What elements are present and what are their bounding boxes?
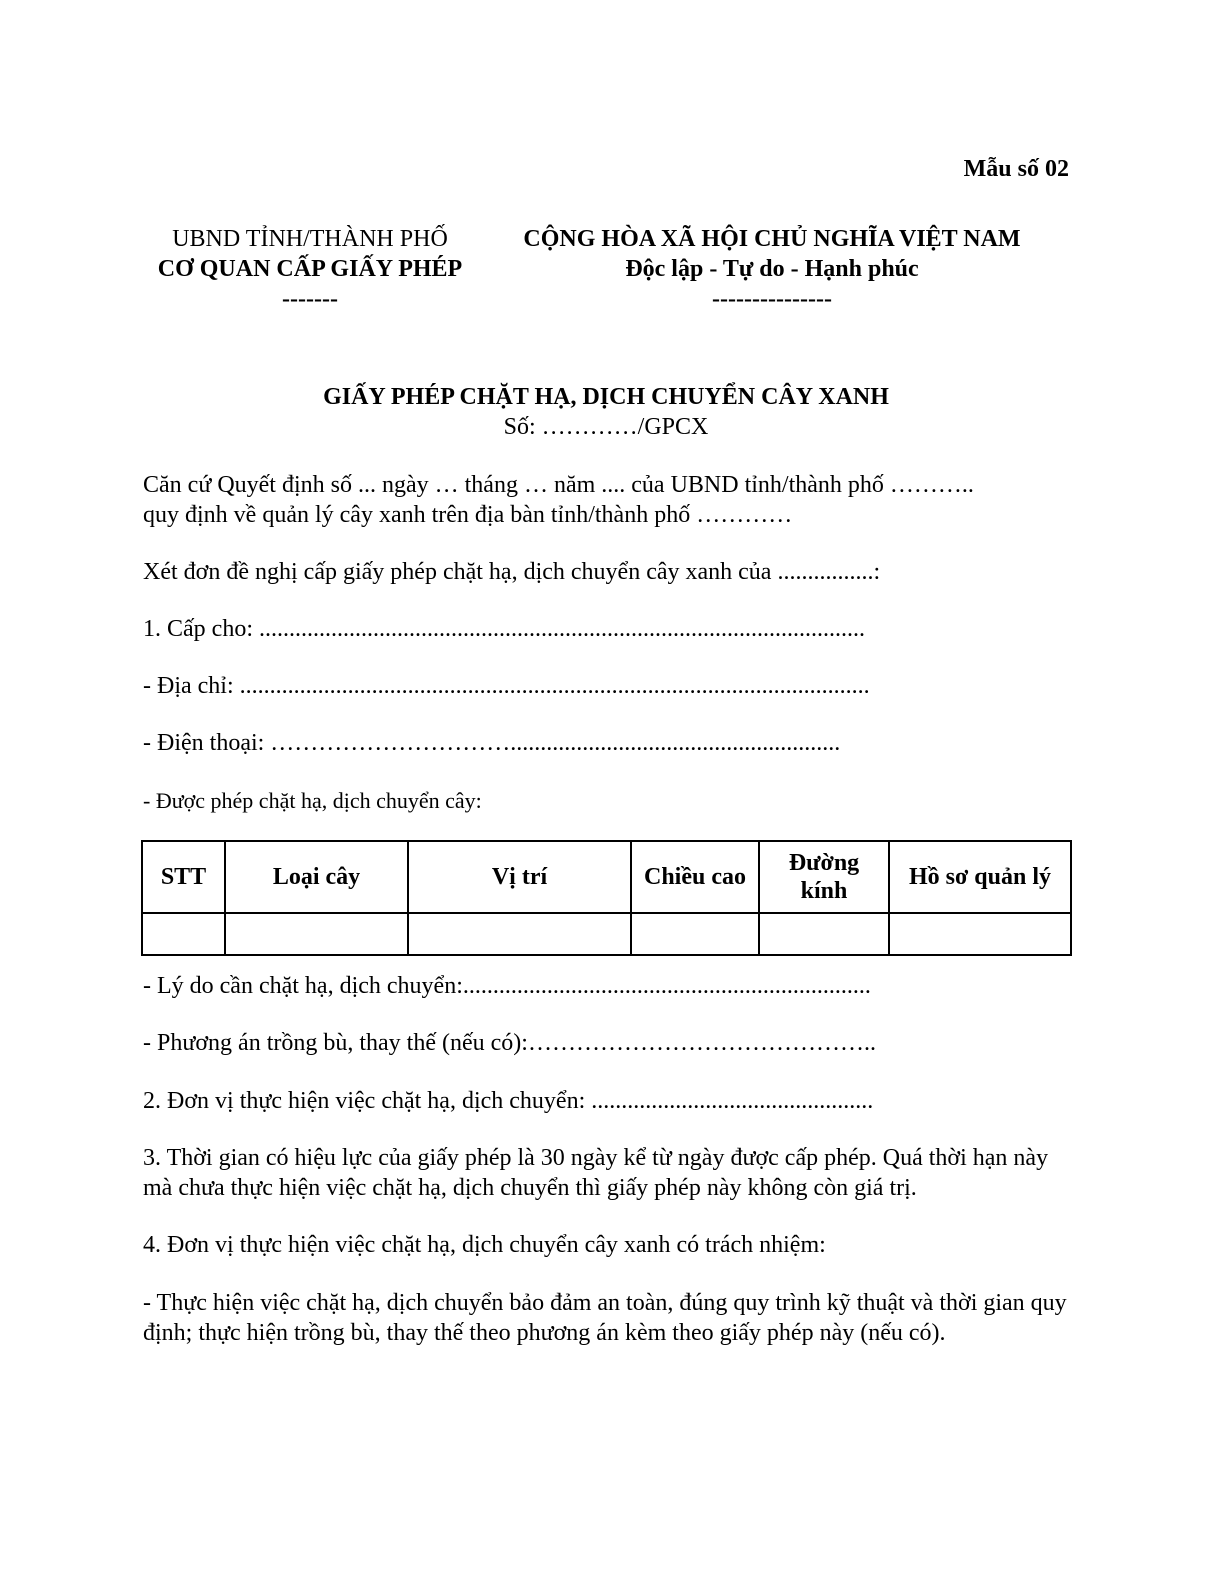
left-separator: ------- xyxy=(282,286,338,312)
basis-line-1: Căn cứ Quyết định số ... ngày … tháng … năm .... của UBND tỉnh/thành phố ……….. xyxy=(143,472,974,498)
right-separator: --------------- xyxy=(712,286,832,312)
permitted-line: - Được phép chặt hạ, dịch chuyển cây: xyxy=(143,788,482,813)
country-name: CỘNG HÒA XÃ HỘI CHỦ NGHĨA VIỆT NAM xyxy=(523,226,1021,252)
replant-line: - Phương án trồng bù, thay thế (nếu có):…………………………………….. xyxy=(143,1030,876,1056)
responsibility-line: 4. Đơn vị thực hiện việc chặt hạ, dịch chuyển cây xanh có trách nhiệm: xyxy=(143,1232,826,1258)
header-height: Chiều cao xyxy=(631,841,759,913)
duty-text: - Thực hiện việc chặt hạ, dịch chuyển bảo đảm an toàn, đúng quy trình kỹ thuật và thời gian quy định; thực hiện trồng bù, thay thế theo phương án kèm theo giấy phép này (nếu có). xyxy=(143,1290,1067,1346)
agency-line: CƠ QUAN CẤP GIẤY PHÉP xyxy=(157,256,463,282)
address-paragraph xyxy=(143,671,1073,701)
grant-to-line: 1. Cấp cho: ..................................................................................................... xyxy=(143,616,865,642)
header-location: Vị trí xyxy=(408,841,631,913)
table-cell xyxy=(408,913,631,955)
table-row xyxy=(142,913,1071,955)
issuing-agency-header xyxy=(140,224,480,314)
national-header xyxy=(492,224,1052,314)
header-tree-type: Loại cây xyxy=(225,841,408,913)
permitted-paragraph xyxy=(143,786,1073,816)
reason-line: - Lý do cần chặt hạ, dịch chuyển:.................................................................... xyxy=(143,973,871,999)
national-motto: Độc lập - Tự do - Hạnh phúc xyxy=(625,256,919,282)
responsibility-paragraph xyxy=(143,1230,1073,1260)
replant-paragraph xyxy=(143,1028,1073,1058)
trees-table xyxy=(141,840,1072,956)
header-records: Hồ sơ quản lý xyxy=(889,841,1071,913)
table-cell xyxy=(142,913,225,955)
validity-text: 3. Thời gian có hiệu lực của giấy phép là 30 ngày kể từ ngày được cấp phép. Quá thời hạn này mà chưa thực hiện việc chặt hạ, dịch chuyển thì giấy phép này không còn giá trị. xyxy=(143,1145,1049,1201)
basis-line-2: quy định về quản lý cây xanh trên địa bàn tỉnh/thành phố ………… xyxy=(143,502,793,528)
form-number: Mẫu số 02 xyxy=(963,156,1069,182)
title-main: GIẤY PHÉP CHẶT HẠ, DỊCH CHUYỂN CÂY XANH xyxy=(323,384,889,410)
reason-paragraph xyxy=(143,971,1073,1001)
address-line: - Địa chỉ: ......................................................................................................... xyxy=(143,673,870,699)
header-stt: STT xyxy=(142,841,225,913)
legal-basis xyxy=(143,470,1073,530)
table-header-row xyxy=(142,841,1071,913)
grant-to-paragraph xyxy=(143,614,1073,644)
validity-paragraph xyxy=(143,1143,1068,1203)
permit-number: Số: …………/GPCX xyxy=(503,414,709,440)
phone-paragraph xyxy=(143,728,1073,758)
table-cell xyxy=(889,913,1071,955)
table-cell xyxy=(631,913,759,955)
document-title xyxy=(0,382,1212,442)
duty-paragraph xyxy=(143,1288,1068,1348)
unit-paragraph xyxy=(143,1086,1073,1116)
province-line: UBND TỈNH/THÀNH PHỐ xyxy=(172,226,448,252)
consider-line: Xét đơn đề nghị cấp giấy phép chặt hạ, dịch chuyển cây xanh của ................: xyxy=(143,559,881,585)
table-cell xyxy=(759,913,889,955)
table-cell xyxy=(225,913,408,955)
header-diameter: Đường kính xyxy=(759,841,889,913)
phone-line: - Điện thoại: …………………………....................................................... xyxy=(143,730,841,756)
consider-paragraph xyxy=(143,557,1073,587)
unit-line: 2. Đơn vị thực hiện việc chặt hạ, dịch chuyển: ............................................... xyxy=(143,1088,874,1114)
